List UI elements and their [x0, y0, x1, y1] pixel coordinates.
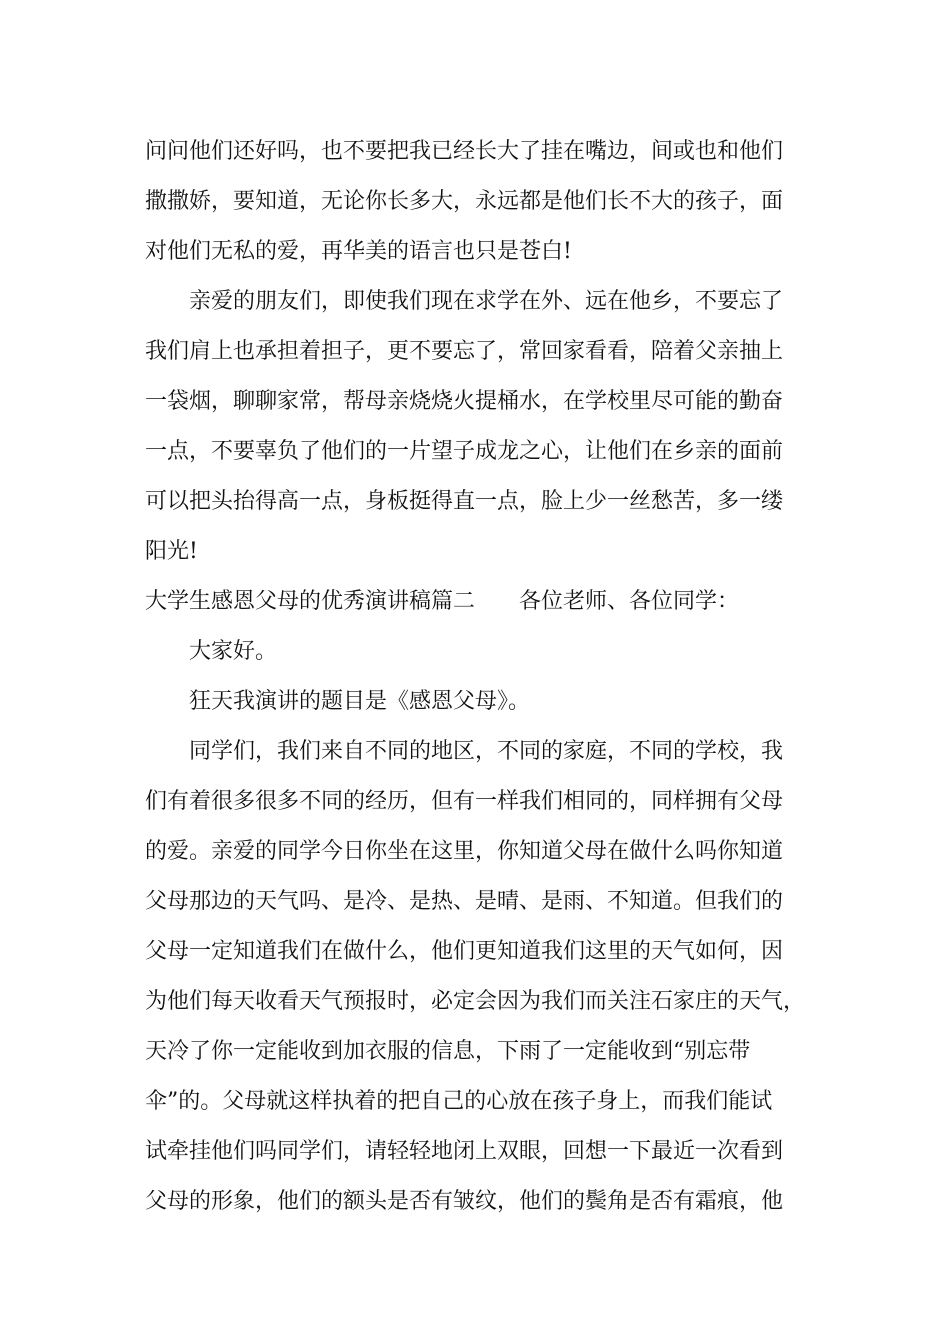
speech-title-line: 狂天我演讲的题目是《感恩父母》。: [189, 689, 531, 714]
text-line: 的爱。亲爱的同学今日你坐在这里，你知道父母在做什么吗你知道: [145, 839, 784, 864]
text-line: 为他们每天收看天气预报时，必定会因为我们而关注石家庄的天气，: [145, 989, 806, 1014]
text-line: 父母的形象，他们的额头是否有皱纹，他们的鬓角是否有霜痕，他: [145, 1189, 784, 1214]
greeting-line: 大家好。: [189, 639, 278, 664]
text-line: 对他们无私的爱，再华美的语言也只是苍白!: [145, 239, 572, 264]
text-line: 可以把头抬得高一点，身板挺得直一点，脸上少一丝愁苦，多一缕: [145, 489, 784, 514]
text-line: 问问他们还好吗，也不要把我已经长大了挂在嘴边，间或也和他们: [145, 139, 784, 164]
text-line: 一点，不要辜负了他们的一片望子成龙之心，让他们在乡亲的面前: [145, 439, 784, 464]
text-line: 一袋烟，聊聊家常，帮母亲烧烧火提桶水，在学校里尽可能的勤奋: [145, 389, 784, 414]
text-line: 天冷了你一定能收到加衣服的信息，下雨了一定能收到“别忘带: [145, 1039, 751, 1064]
text-line: 伞”的。父母就这样执着的把自己的心放在孩子身上，而我们能试: [145, 1089, 773, 1114]
text-line: 们有着很多很多不同的经历，但有一样我们相同的，同样拥有父母: [145, 789, 784, 814]
text-line: 父母那边的天气吗、是冷、是热、是晴、是雨、不知道。但我们的: [145, 889, 784, 914]
text-line: 父母一定知道我们在做什么，他们更知道我们这里的天气如何，因: [145, 939, 784, 964]
text-line: 阳光!: [145, 539, 198, 564]
text-line: 同学们，我们来自不同的地区，不同的家庭，不同的学校，我: [189, 739, 784, 764]
text-line: 撒撒娇，要知道，无论你长多大，永远都是他们长不大的孩子，面: [145, 189, 784, 214]
text-line: 我们肩上也承担着担子，更不要忘了，常回家看看，陪着父亲抽上: [145, 339, 784, 364]
section-heading: 大学生感恩父母的优秀演讲稿篇二 各位老师、各位同学：: [145, 589, 740, 614]
text-line: 亲爱的朋友们，即使我们现在求学在外、远在他乡，不要忘了: [189, 289, 784, 314]
text-line: 试牵挂他们吗同学们，请轻轻地闭上双眼，回想一下最近一次看到: [145, 1139, 784, 1164]
